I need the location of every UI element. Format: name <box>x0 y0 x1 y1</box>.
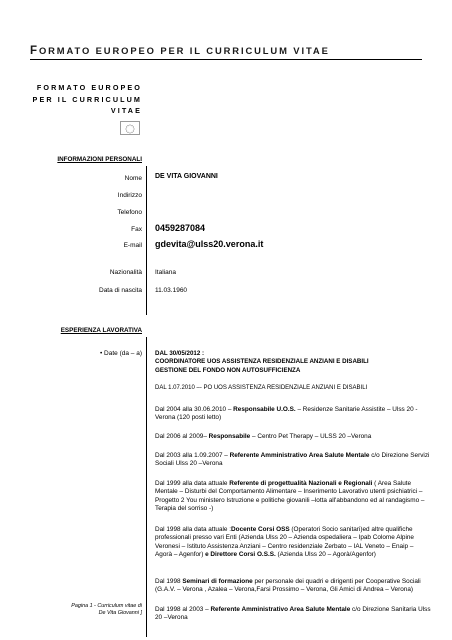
sidebar-title-line3: VITAE <box>110 106 142 115</box>
entry-4-bold: Responsabile <box>208 433 251 440</box>
entry-5-bold: Referente Amministrativo Area Salute Mentale <box>229 452 370 459</box>
experience-entry-3 <box>155 406 431 423</box>
footer-line2: De Vita Giovanni ] <box>98 610 142 616</box>
sidebar-title-line1: FORMATO EUROPEO <box>36 83 142 92</box>
entry-8-bold: Seminari di formazione <box>182 578 253 585</box>
entry-3-pre: Dal 2004 alla 30.06.2010 – <box>155 406 234 413</box>
entry-1-role: COORDINATORE UOS ASSISTENZA RESIDENZIALE ANZIANI E DISABILI <box>155 358 369 366</box>
entry-9-pre: Dal 1998 al 2003 – <box>155 606 211 613</box>
page-footer <box>71 603 142 617</box>
entry-9-post: c/o Direzione Sanitaria Ulss 20 –Verona <box>155 606 431 622</box>
name-value: DE VITA GIOVANNI <box>155 173 218 180</box>
title-rest: ORMATO EUROPEO PER IL CURRICULUM VITAE <box>38 45 330 56</box>
experience-entry-2: DAL 1.07.2010 –- PO UOS ASSISTENZA RESIDENZIALE ANZIANI E DISABILI <box>155 385 368 391</box>
entry-3-post: – Residenze Sanitarie Assistite – Ulss 20 - Verona (120 posti letto) <box>155 406 418 422</box>
entry-8-pre: Dal 1998 <box>155 578 183 585</box>
birth-date-value: 11.03.1960 <box>155 287 188 294</box>
entry-5-post: c/o Direzione Servizi Sociali Ulss 20 –Verona <box>155 452 430 468</box>
name-label: Nome <box>124 175 142 182</box>
entry-4-post: – Centro Pet Therapy – ULSS 20 –Verona <box>250 433 372 440</box>
page-title <box>30 45 330 57</box>
entry-7-pre: Dal 1998 alla data attuale : <box>155 526 232 533</box>
entry-8-post: per personale dei quadri e dirigenti per Cooperative Sociali (G.A.V. – Verona , Azalea – Verona,Farsi Prossimo – Verona, Gli Amici di Andrea – Verona) <box>155 578 421 594</box>
email-value[interactable]: gdevita@ulss20.verona.it <box>155 239 264 249</box>
entry-7-post2: (Azienda Ulss 20 – Agorà/Agenfor) <box>275 550 376 558</box>
entry-3-bold: Responsabile U.O.S. <box>233 406 296 413</box>
phone-label: Telefono <box>117 209 142 216</box>
nationality-label: Nazionalità <box>109 269 142 276</box>
fax-label: Fax <box>131 226 142 233</box>
experience-entry-9 <box>155 606 431 623</box>
fax-value: 0459287084 <box>155 223 206 233</box>
experience-entry-6 <box>155 480 431 513</box>
experience-entry-1 <box>155 350 431 375</box>
title-capital: F <box>30 45 39 57</box>
entry-7-post: (Operatori Socio sanitari)ed altre qualifiche professionali presso vari Enti (Azienda Ulss 20 – Azienda ospedaliera – Ipab Colome Alpine Veronesi – Istituto Assistenza Anziani – Centro residenziale Zerbato – IAL Veneto – Enaip – Agorà – Agenfor) <box>155 526 414 558</box>
entry-6-post: ( Area Salute Mentale – Disturbi del Comportamento Alimentare – Inserimento Lavorativo utenti psichiatrici – Progetto 2 You ministero Istruzione e politiche giovanili –lotta all'abbandono ed al randagismo –Terapia del sorriso -) <box>155 480 425 512</box>
experience-entry-4 <box>155 433 431 441</box>
experience-entry-5 <box>155 452 431 469</box>
address-label: Indirizzo <box>117 192 142 199</box>
footer-line1: Pagina 1 - Curriculum vitae di <box>71 603 142 609</box>
personal-info-heading: INFORMAZIONI PERSONALI <box>57 156 142 163</box>
birth-date-label: Data di nascita <box>99 287 142 294</box>
experience-entry-8 <box>155 578 431 595</box>
entry-7-bold: Docente Corsi OSS <box>231 526 290 533</box>
entry-6-bold: Referente di progettualità Nazionali e Regionali <box>229 480 373 487</box>
email-label: E-mail <box>123 242 142 249</box>
experience-heading: ESPERIENZA LAVORATIVA <box>60 327 142 334</box>
entry-7-bold2: e Direttore Corsi O.S.S. <box>205 550 276 558</box>
entry-1-role2: GESTIONE DEL FONDO NON AUTOSUFFICIENZA <box>155 366 301 374</box>
entry-9-bold: Referente Amministrativo Area Salute Mentale <box>210 606 351 613</box>
sidebar-title <box>33 82 142 117</box>
title-rule <box>30 59 422 60</box>
entry-1-date: DAL 30/05/2012 : <box>155 350 205 357</box>
experience-entry-7 <box>155 526 431 559</box>
nationality-value: Italiana <box>155 269 176 276</box>
sidebar-title-line2: PER IL CURRICULUM <box>32 94 142 104</box>
vertical-rule-personal <box>146 166 147 315</box>
entry-6-pre: Dal 1999 alla data attuale <box>155 480 230 487</box>
eu-flag-icon <box>120 121 140 135</box>
dates-label: • Date (da – a) <box>99 350 142 357</box>
vertical-rule-experience <box>146 337 147 637</box>
entry-5-pre: Dal 2003 alla 1.09.2007 – <box>155 452 230 459</box>
entry-4-pre: Dal 2006 al 2009– <box>155 433 209 440</box>
